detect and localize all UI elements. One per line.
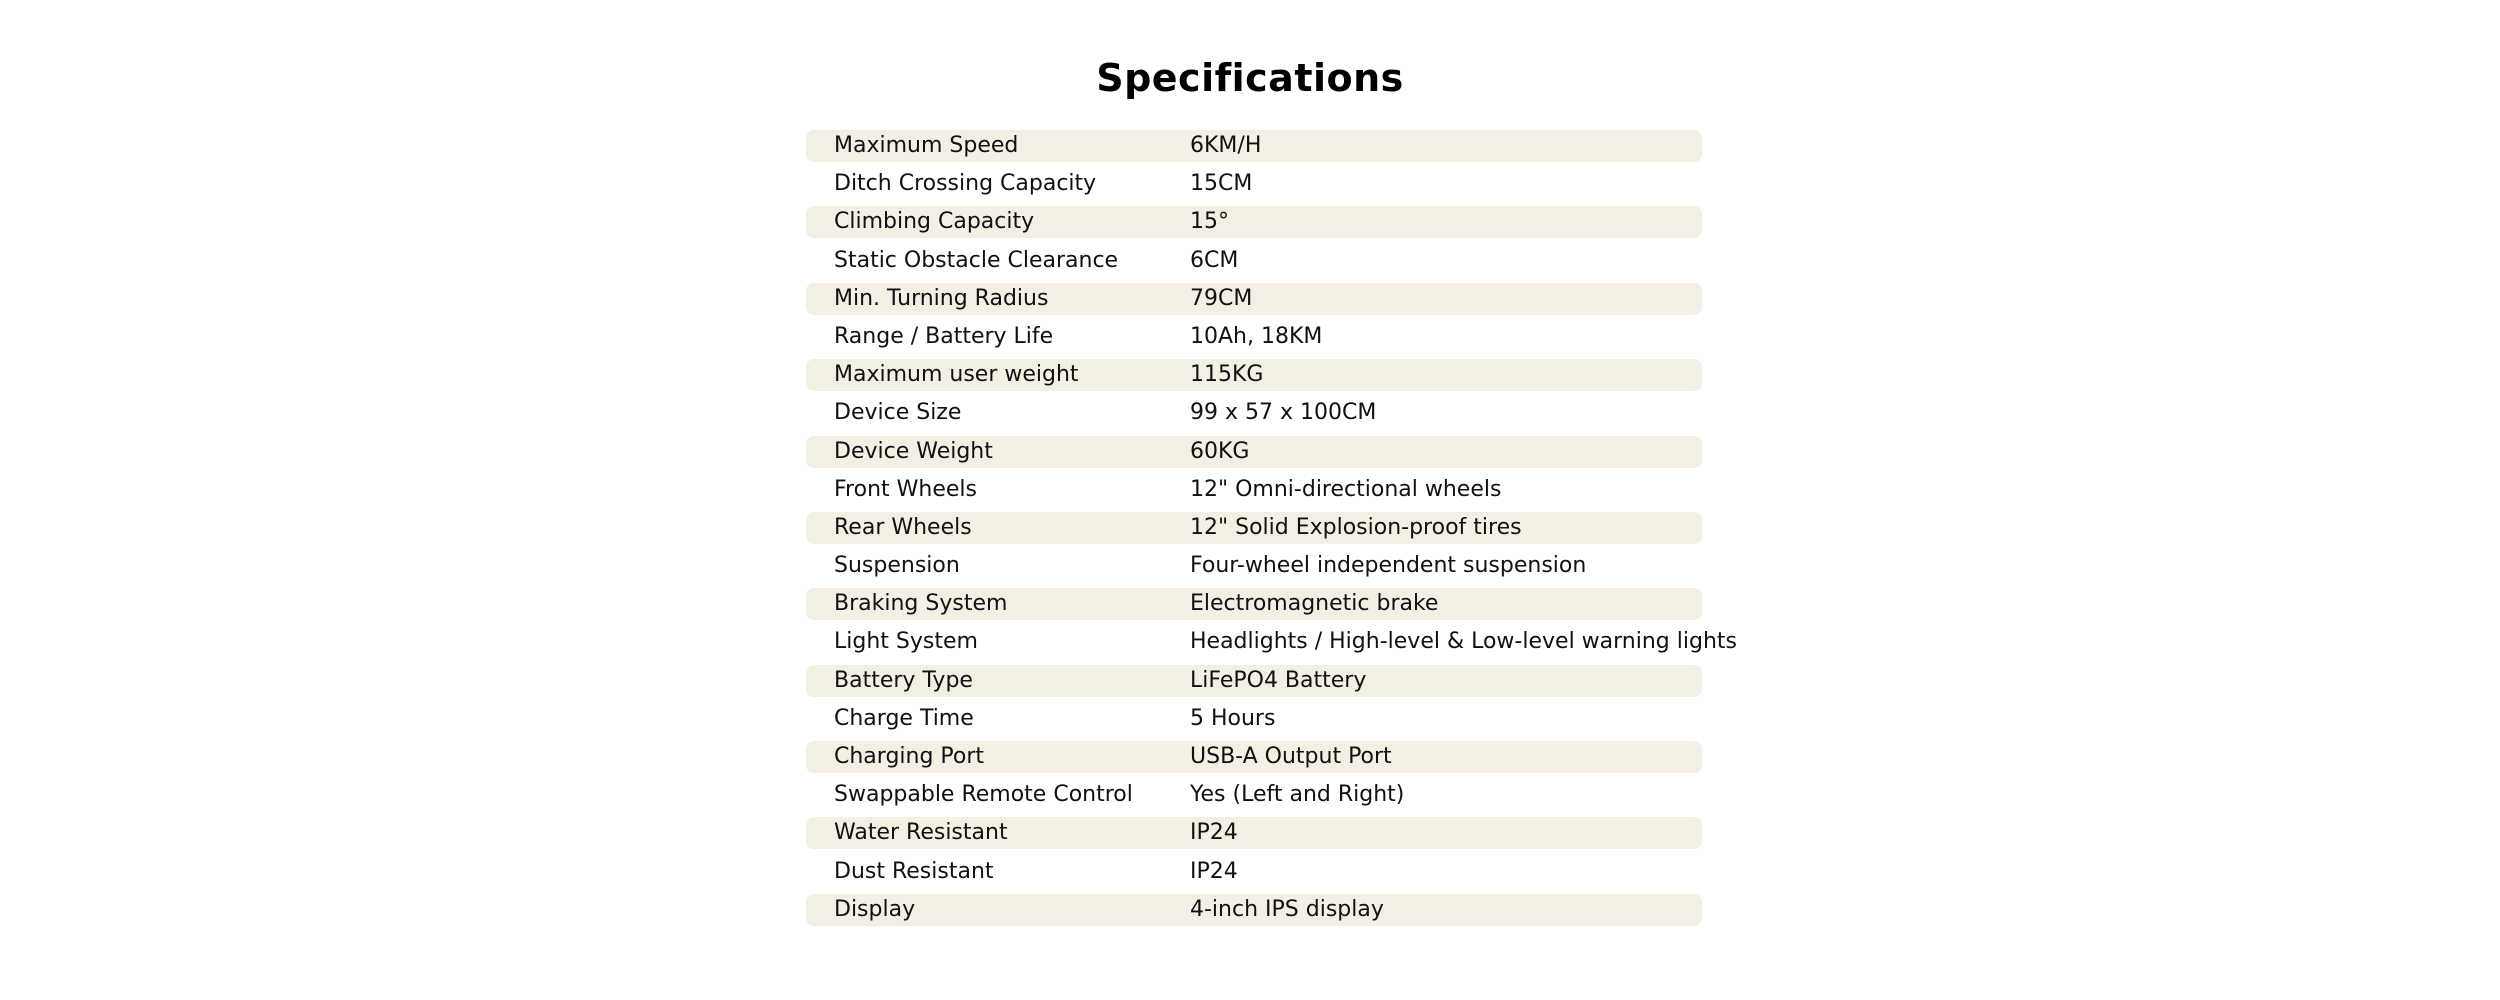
page-title: Specifications xyxy=(1096,56,1404,100)
spec-value: 12" Solid Explosion-proof tires xyxy=(1190,514,1522,540)
spec-label: Climbing Capacity xyxy=(834,209,1035,235)
spec-label: Static Obstacle Clearance xyxy=(834,247,1119,273)
spec-label: Display xyxy=(834,896,916,922)
table-row xyxy=(806,741,1702,773)
spec-value: 15° xyxy=(1190,209,1229,235)
spec-label: Charge Time xyxy=(834,705,974,731)
spec-label: Light System xyxy=(834,629,978,655)
spec-label: Suspension xyxy=(834,553,960,579)
spec-value: Electromagnetic brake xyxy=(1190,591,1439,617)
spec-value: 5 Hours xyxy=(1190,705,1276,731)
spec-label: Braking System xyxy=(834,591,1008,617)
spec-label: Device Weight xyxy=(834,438,993,464)
table-row xyxy=(806,588,1702,620)
spec-label: Maximum Speed xyxy=(834,133,1019,158)
table-row xyxy=(806,397,1702,429)
spec-label: Dust Resistant xyxy=(834,858,994,884)
spec-label: Charging Port xyxy=(834,744,985,769)
table-row xyxy=(806,856,1702,888)
spec-label: Battery Type xyxy=(834,667,973,693)
spec-label: Range / Battery Life xyxy=(834,323,1054,349)
spec-value: 4-inch IPS display xyxy=(1190,896,1384,922)
table-row xyxy=(806,321,1702,353)
spec-label: Device Size xyxy=(834,400,962,426)
table-row xyxy=(806,168,1702,200)
spec-label: Water Resistant xyxy=(834,820,1008,846)
spec-label: Front Wheels xyxy=(834,476,977,502)
table-row xyxy=(806,474,1702,506)
spec-value: 12" Omni-directional wheels xyxy=(1190,476,1502,502)
table-row xyxy=(806,817,1702,849)
table-row xyxy=(806,130,1702,162)
table-row xyxy=(806,665,1702,697)
spec-value: 15CM xyxy=(1190,171,1253,197)
spec-value: USB-A Output Port xyxy=(1190,744,1392,769)
table-row xyxy=(806,626,1737,658)
spec-value: LiFePO4 Battery xyxy=(1190,667,1367,693)
spec-label: Rear Wheels xyxy=(834,514,972,540)
spec-value: 60KG xyxy=(1190,438,1250,464)
spec-value: IP24 xyxy=(1190,820,1238,846)
table-row xyxy=(806,894,1702,926)
spec-value: Yes (Left and Right) xyxy=(1190,782,1405,808)
spec-label: Swappable Remote Control xyxy=(834,782,1133,808)
spec-value: Four-wheel independent suspension xyxy=(1190,553,1587,579)
spec-value: 79CM xyxy=(1190,285,1253,311)
table-row xyxy=(806,703,1702,735)
spec-value: IP24 xyxy=(1190,858,1238,884)
spec-value: 99 x 57 x 100CM xyxy=(1190,400,1377,426)
table-row xyxy=(806,206,1702,238)
spec-value: 6CM xyxy=(1190,247,1239,273)
table-row xyxy=(806,245,1702,277)
table-row xyxy=(806,283,1702,315)
table-row xyxy=(806,436,1702,468)
spec-label: Min. Turning Radius xyxy=(834,285,1049,311)
table-row xyxy=(806,512,1702,544)
spec-value: Headlights / High-level & Low-level warning lights xyxy=(1190,629,1737,655)
specifications-table xyxy=(806,130,1737,932)
table-row xyxy=(806,779,1702,811)
spec-label: Maximum user weight xyxy=(834,362,1079,388)
spec-label: Ditch Crossing Capacity xyxy=(834,171,1097,197)
spec-value: 6KM/H xyxy=(1190,133,1262,158)
table-row xyxy=(806,359,1702,391)
table-row xyxy=(806,550,1702,582)
spec-value: 115KG xyxy=(1190,362,1264,388)
spec-value: 10Ah, 18KM xyxy=(1190,323,1323,349)
